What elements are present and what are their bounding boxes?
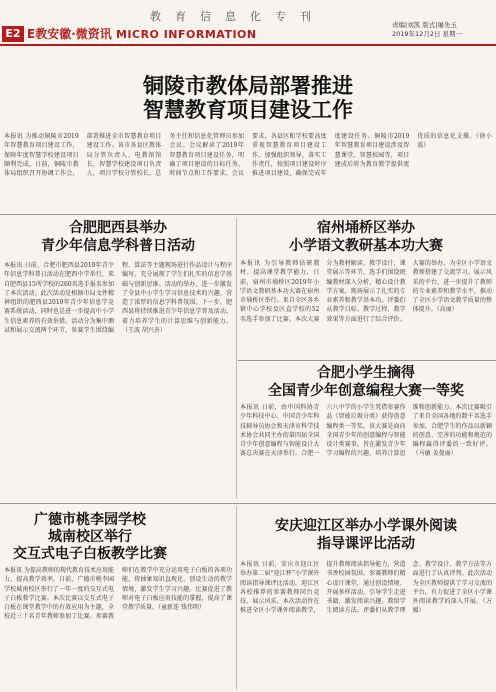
article-4-title-line1: 合肥小学生摘得 xyxy=(317,365,415,381)
article-4-body: 本报讯 日前，由中国科协青少年科技中心、中国青少年科技辅导员协会和天津市科学技术协会共同主办的第四届全国青少年创意编程与智能设计大赛总决赛在天津举行。合肥一六八中学的小学生凭借参赛作品《智能垃圾分类》获得创意编程类一等奖。该大赛是面向全国青少年的创意编程与智能设计类赛事，旨在激发青少年学习编程的兴趣，培养计算思维和创新能力。本次比赛吸引了来自全国各地的数千名选手参加，合肥学生的作品以新颖的创意、完善的功能和规范的编程赢得评委的一致好评。（马敏 姜曼丽） xyxy=(240,404,492,458)
article-1-title-line2: 智慧教育项目建设工作 xyxy=(143,98,353,122)
article-5-title-line1: 广德市桃李园学校 xyxy=(34,512,146,528)
article-6-title-line2: 指导课评比活动 xyxy=(317,536,415,552)
article-3-headline xyxy=(240,219,492,255)
issue-info xyxy=(392,21,492,39)
article-1-headline xyxy=(0,74,496,122)
article-2-title-line2: 青少年信息学科普日活动 xyxy=(41,238,195,254)
editor-line: 责编|刘凯 版式|屠先玉 xyxy=(392,21,457,29)
article-4-headline xyxy=(240,364,492,400)
section-name-cn: E教安徽·微资讯 xyxy=(27,27,112,41)
article-2-headline xyxy=(6,219,230,255)
header-rule xyxy=(0,44,496,46)
article-6-byline: （方媛） xyxy=(412,598,492,615)
masthead-motto: 教育信息化专刊 xyxy=(150,10,325,23)
article-3-byline: （高丽） xyxy=(436,306,458,314)
article-5-title-line2: 城南校区举行 xyxy=(48,529,132,545)
divider-rule xyxy=(238,360,496,361)
article-1-title-line1: 铜陵市教体局部署推进 xyxy=(143,74,353,98)
section-number: E2 xyxy=(2,26,24,42)
column-rule xyxy=(236,218,237,498)
article-2-title-line1: 合肥肥西县举办 xyxy=(69,220,167,236)
article-2-body: 本报讯 日前，合肥市肥西县2019年青少年信息学科普日活动在肥西中学举行，来自肥西县15所学校的260名选手报名参加了本次活动。此次活动是根据市局文件精神组织的肥西县2019年青少年信息学竞赛系统活动，同时也是进一步提高中小学生信息素养的有效举措。活动分为集中测试和展示交流两个环节，参赛学生围绕编程、算法等主题现场进行作品设计与程序编写，充分展现了学生们扎实的信息学基础与创新思维。活动的举办，进一步激发了全县中小学生学习信息技术的兴趣，营造了浓厚的信息学科普氛围。下一步，肥西县将持续推进青少年信息学普及活动，着力培养学生的计算思维与创新能力。（王波 胡兴善） xyxy=(4,262,232,335)
article-4-title-line2: 全国青少年创意编程大赛一等奖 xyxy=(268,383,464,399)
article-5-title-line3: 交互式电子白板教学比赛 xyxy=(13,546,167,562)
date-line: 2019年12月2日 星期一 xyxy=(392,30,463,38)
article-3-title-line1: 宿州埇桥区举办 xyxy=(317,220,415,236)
article-6-headline xyxy=(240,517,492,553)
article-1-byline: （徐小波） xyxy=(417,133,492,150)
column-rule xyxy=(236,506,237,690)
article-6-title-line1: 安庆迎江区举办小学课外阅读 xyxy=(275,518,457,534)
section-name xyxy=(27,25,257,42)
article-4-byline: （马敏 姜曼丽） xyxy=(412,450,457,458)
section-name-en: MICRO INFORMATION xyxy=(115,28,257,41)
article-5-byline: （童新连 钱伟明） xyxy=(158,604,205,612)
divider-rule xyxy=(0,503,496,504)
article-1-body: 本报讯 为推动铜陵市2019年智慧教育项目建设工作，保障年度智慧学校建设项目顺利完成，日前，铜陵市教体局组织召开协调工作会，部署推进全市智慧教育项目建设工作。该市各县区教体局分管负责人、电教馆馆长，智慧学校建设项目负责人，项目学校分管校长、总务主任和信息化管理员参加会议。会议解读了2019年智慧教育项目建设任务，明确了项目建设的目标任务、时间节点和工作要求。会议要求，各县区和学校要高度重视智慧教育项目建设工作，加强组织领导，落实工作责任，按照项目建设时序推进项目建设，确保完成年度建设任务。铜陵市2019年智慧教育项目建设涉及智慧课堂、智慧校园等，项目建成后将为教育教学提供更优质的信息化支撑。（徐小波） xyxy=(4,133,492,178)
article-5-headline xyxy=(8,512,172,563)
article-6-body: 本报讯 日前，安庆市迎江区举办第二届“迎江杯”小学课外阅读指导课评比活动，迎江区各校推荐的参赛教师同台竞技，展示风采。本次活动旨在推进全区小学课外阅读教学，提升教师阅读指导能力，营造书香校园氛围。参赛教师们精心设计课堂，通过创设情境、开展多样活动，引导学生走进书籍，激发阅读兴趣，教给学生阅读方法。评委们从教学理念、教学设计、教学方法等方面进行了认真评判。此次活动为全区教师提供了学习交流的平台，有力促进了全区小学课外阅读教学的深入开展。（方媛） xyxy=(240,561,492,615)
article-3-body: 本报讯 为引导教师钻研教材、提高课堂教学能力，日前，宿州市埇桥区2019年小学语文教研基本功大赛在宿州市埇桥区举行。来自全区各乡镇中心学校及区直学校的52名选手参加了比赛。本次大赛分为教材解读、教学设计、课堂展示等环节，选手们围绕统编教材深入分析，精心设计教学方案，现场展示了扎实的专业素养和教学基本功。评委们从教学目标、教学过程、教学效果等方面进行了综合评价。大赛的举办，为全区小学语文教师搭建了交流学习、展示风采的平台，进一步提升了教师的专业素养和教学水平，推动了全区小学语文教学质量的整体提升。（高丽） xyxy=(240,260,492,323)
article-2-byline: （王波 胡兴善） xyxy=(122,327,166,335)
article-5-body: 本报讯 为提高教师的现代教育技术应用能力，提高教学效率，日前，广德市桃李园学校城南校区举行了一年一度的交互式电子白板教学比赛。本次比赛以交互式电子白板在课堂教学中的有效应用为主题，全校近三十名青年教师参加了比赛。参赛教师们在教学中充分运用电子白板的各项功能，将抽象知识直观化，创设生动的教学情境，激发学生学习兴趣。比赛促进了教师对电子白板应用技能的掌握，提高了课堂教学质量。（童新连 钱伟明） xyxy=(4,567,232,621)
article-3-title-line2: 小学语文教研基本功大赛 xyxy=(289,238,443,254)
divider-rule xyxy=(0,214,496,215)
